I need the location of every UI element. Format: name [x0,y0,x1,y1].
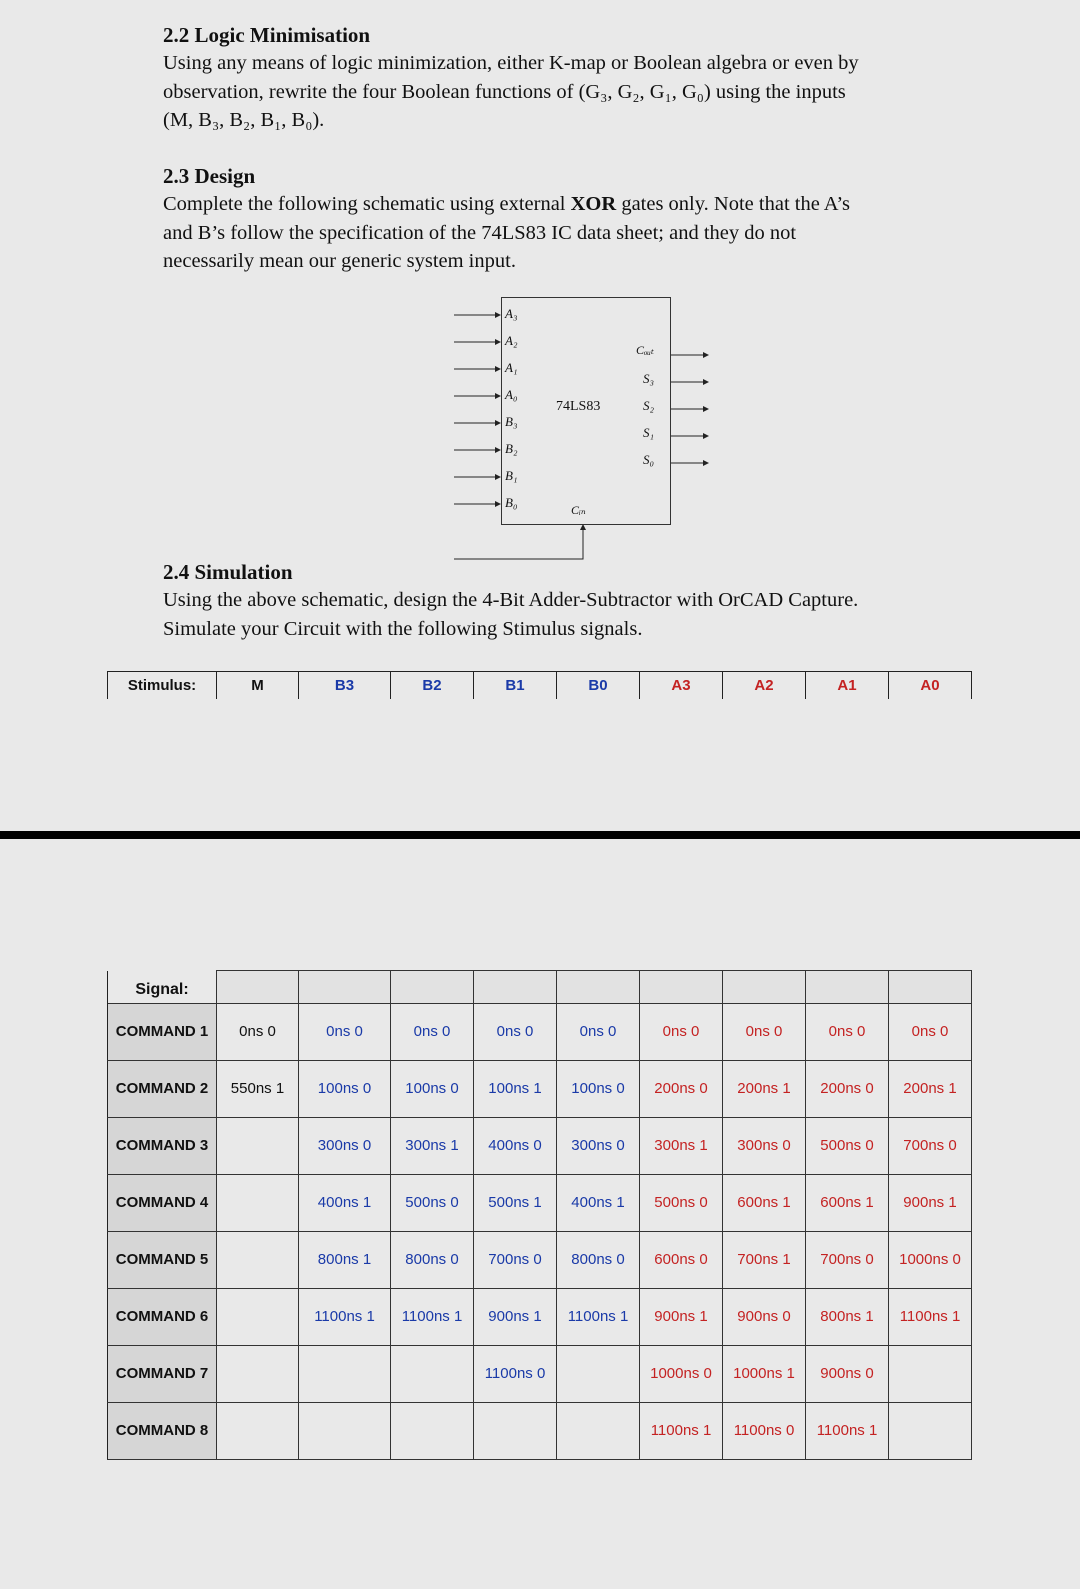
chip-label: 74LS83 [556,399,601,414]
signal-cell: 1100ns 1 [806,1402,889,1459]
paragraph-line [163,190,923,219]
header-cell [557,971,640,1004]
col-a2: A2 [723,672,806,700]
signal-cell [217,1117,299,1174]
signal-cell [889,1402,972,1459]
command-label: COMMAND 4 [108,1174,217,1231]
command-label: COMMAND 3 [108,1117,217,1174]
section-heading: 2.3 Design [163,164,256,188]
signal-cell: 300ns 0 [299,1117,391,1174]
signal-cell [299,1345,391,1402]
signal-cell [391,1345,474,1402]
signal-cell [889,1345,972,1402]
table-row [108,1402,972,1459]
header-cell [723,971,806,1004]
paragraph-line: (M, B₃, B₂, B₁, B₀). [163,109,325,131]
command-label: COMMAND 8 [108,1402,217,1459]
signal-cell: 1000ns 1 [723,1345,806,1402]
signal-cell: 800ns 0 [557,1231,640,1288]
signal-cell: 0ns 0 [557,1003,640,1060]
signal-cell: 200ns 1 [723,1060,806,1117]
adder-schematic [440,285,740,575]
section-heading: 2.2 Logic Minimisation [163,23,371,47]
signal-cell: 800ns 0 [391,1231,474,1288]
signal-cell [474,1402,557,1459]
pin-a0: A₀ [505,387,518,402]
col-a0: A0 [889,672,972,700]
table-row [108,1117,972,1174]
paragraph-line: necessarily mean our generic system input. [163,250,516,272]
signal-cell: 300ns 0 [723,1117,806,1174]
section-2-2 [163,21,923,135]
signal-cell [217,1402,299,1459]
header-cell [217,971,299,1004]
table-row [108,1288,972,1345]
signal-cell: 100ns 1 [474,1060,557,1117]
col-a1: A1 [806,672,889,700]
pin-s2: S₂ [643,398,655,413]
signal-cell [557,1345,640,1402]
col-b0: B0 [557,672,640,700]
signal-cell [217,1174,299,1231]
command-label: COMMAND 7 [108,1345,217,1402]
header-cell [299,971,391,1004]
signal-cell: 600ns 0 [640,1231,723,1288]
pin-s0: S₀ [643,452,655,467]
col-b1: B1 [474,672,557,700]
signal-cell [217,1288,299,1345]
signal-cell: 1100ns 0 [723,1402,806,1459]
signal-cell: 900ns 1 [889,1174,972,1231]
signal-cell: 300ns 1 [391,1117,474,1174]
signal-cell [217,1345,299,1402]
signal-cell [391,1402,474,1459]
col-m: M [217,672,299,700]
signal-cell: 1100ns 1 [299,1288,391,1345]
signal-cell: 0ns 0 [391,1003,474,1060]
signal-cell: 550ns 1 [217,1060,299,1117]
col-b3: B3 [299,672,391,700]
section-heading: 2.4 Simulation [163,560,293,584]
signal-cell: 200ns 1 [889,1060,972,1117]
signal-label: Signal: [108,971,217,1004]
paragraph-line: and B’s follow the specification of the 74LS83 IC data sheet; and they do not [163,221,797,244]
pin-a3: A₃ [505,306,518,321]
signal-cell: 1100ns 1 [557,1288,640,1345]
text-run: gates only. Note that the A’s [616,193,851,215]
signal-cell: 0ns 0 [889,1003,972,1060]
pin-b2: B₂ [505,441,518,456]
signal-cell: 100ns 0 [391,1060,474,1117]
paragraph-line: observation, rewrite the four Boolean functions of (G₃, G₂, G₁, G₀) using the inputs [163,80,846,103]
signal-cell: 1100ns 1 [889,1288,972,1345]
pin-b1: B₁ [505,468,518,483]
command-label: COMMAND 2 [108,1060,217,1117]
signal-cell: 500ns 0 [640,1174,723,1231]
table-row [108,1231,972,1288]
signal-cell: 100ns 0 [299,1060,391,1117]
command-label: COMMAND 5 [108,1231,217,1288]
signal-cell: 0ns 0 [806,1003,889,1060]
xor-emphasis: XOR [570,193,617,215]
signal-table [107,970,972,1460]
signal-cell: 800ns 1 [299,1231,391,1288]
command-label: COMMAND 1 [108,1003,217,1060]
command-label: COMMAND 6 [108,1288,217,1345]
signal-cell: 1000ns 0 [640,1345,723,1402]
pin-cout: Cₒᵤₜ [636,343,654,357]
header-cell [391,971,474,1004]
signal-cell: 1000ns 0 [889,1231,972,1288]
table-row [108,1345,972,1402]
signal-cell [557,1402,640,1459]
signal-cell: 0ns 0 [474,1003,557,1060]
paragraph-line: Simulate your Circuit with the following Stimulus signals. [163,617,643,640]
signal-cell: 1100ns 1 [391,1288,474,1345]
signal-cell: 1100ns 1 [640,1402,723,1459]
signal-cell: 900ns 0 [806,1345,889,1402]
signal-cell: 500ns 1 [474,1174,557,1231]
signal-cell: 700ns 0 [806,1231,889,1288]
signal-cell: 100ns 0 [557,1060,640,1117]
signal-cell: 500ns 0 [806,1117,889,1174]
signal-cell: 0ns 0 [640,1003,723,1060]
signal-cell: 0ns 0 [723,1003,806,1060]
pin-b3: B₃ [505,414,518,429]
header-cell [889,971,972,1004]
section-2-3 [163,162,923,276]
signal-cell: 400ns 1 [557,1174,640,1231]
signal-cell: 700ns 1 [723,1231,806,1288]
header-cell [640,971,723,1004]
signal-cell [299,1402,391,1459]
header-cell [474,971,557,1004]
pin-cin: Cᵢₙ [571,503,586,517]
stimulus-label: Stimulus: [108,672,217,700]
stimulus-header-table [107,671,972,699]
table-row [108,1060,972,1117]
signal-cell: 1100ns 0 [474,1345,557,1402]
signal-cell: 0ns 0 [299,1003,391,1060]
section-2-4 [163,558,923,643]
col-b2: B2 [391,672,474,700]
table-row [108,1003,972,1060]
col-a3: A3 [640,672,723,700]
pin-s3: S₃ [643,371,655,386]
pin-a2: A₂ [505,333,518,348]
signal-cell: 900ns 1 [474,1288,557,1345]
pin-s1: S₁ [643,425,655,440]
signal-cell: 300ns 1 [640,1117,723,1174]
signal-cell [217,1231,299,1288]
signal-cell: 500ns 0 [391,1174,474,1231]
signal-cell: 700ns 0 [474,1231,557,1288]
signal-cell: 300ns 0 [557,1117,640,1174]
signal-cell: 200ns 0 [640,1060,723,1117]
table-row [108,1174,972,1231]
signal-cell: 600ns 1 [723,1174,806,1231]
signal-cell: 400ns 1 [299,1174,391,1231]
header-cell [806,971,889,1004]
signal-cell: 0ns 0 [217,1003,299,1060]
signal-cell: 900ns 0 [723,1288,806,1345]
pin-a1: A₁ [505,360,518,375]
paragraph-line: Using any means of logic minimization, either K-map or Boolean algebra or even by [163,52,859,74]
signal-cell: 700ns 0 [889,1117,972,1174]
signal-cell: 800ns 1 [806,1288,889,1345]
signal-cell: 200ns 0 [806,1060,889,1117]
pin-b0: B₀ [505,495,518,510]
signal-cell: 900ns 1 [640,1288,723,1345]
text-run: Complete the following schematic using external [163,193,571,215]
signal-cell: 600ns 1 [806,1174,889,1231]
paragraph-line: Using the above schematic, design the 4-Bit Adder-Subtractor with OrCAD Capture. [163,589,859,611]
signal-cell: 400ns 0 [474,1117,557,1174]
page-separator [0,831,1080,839]
